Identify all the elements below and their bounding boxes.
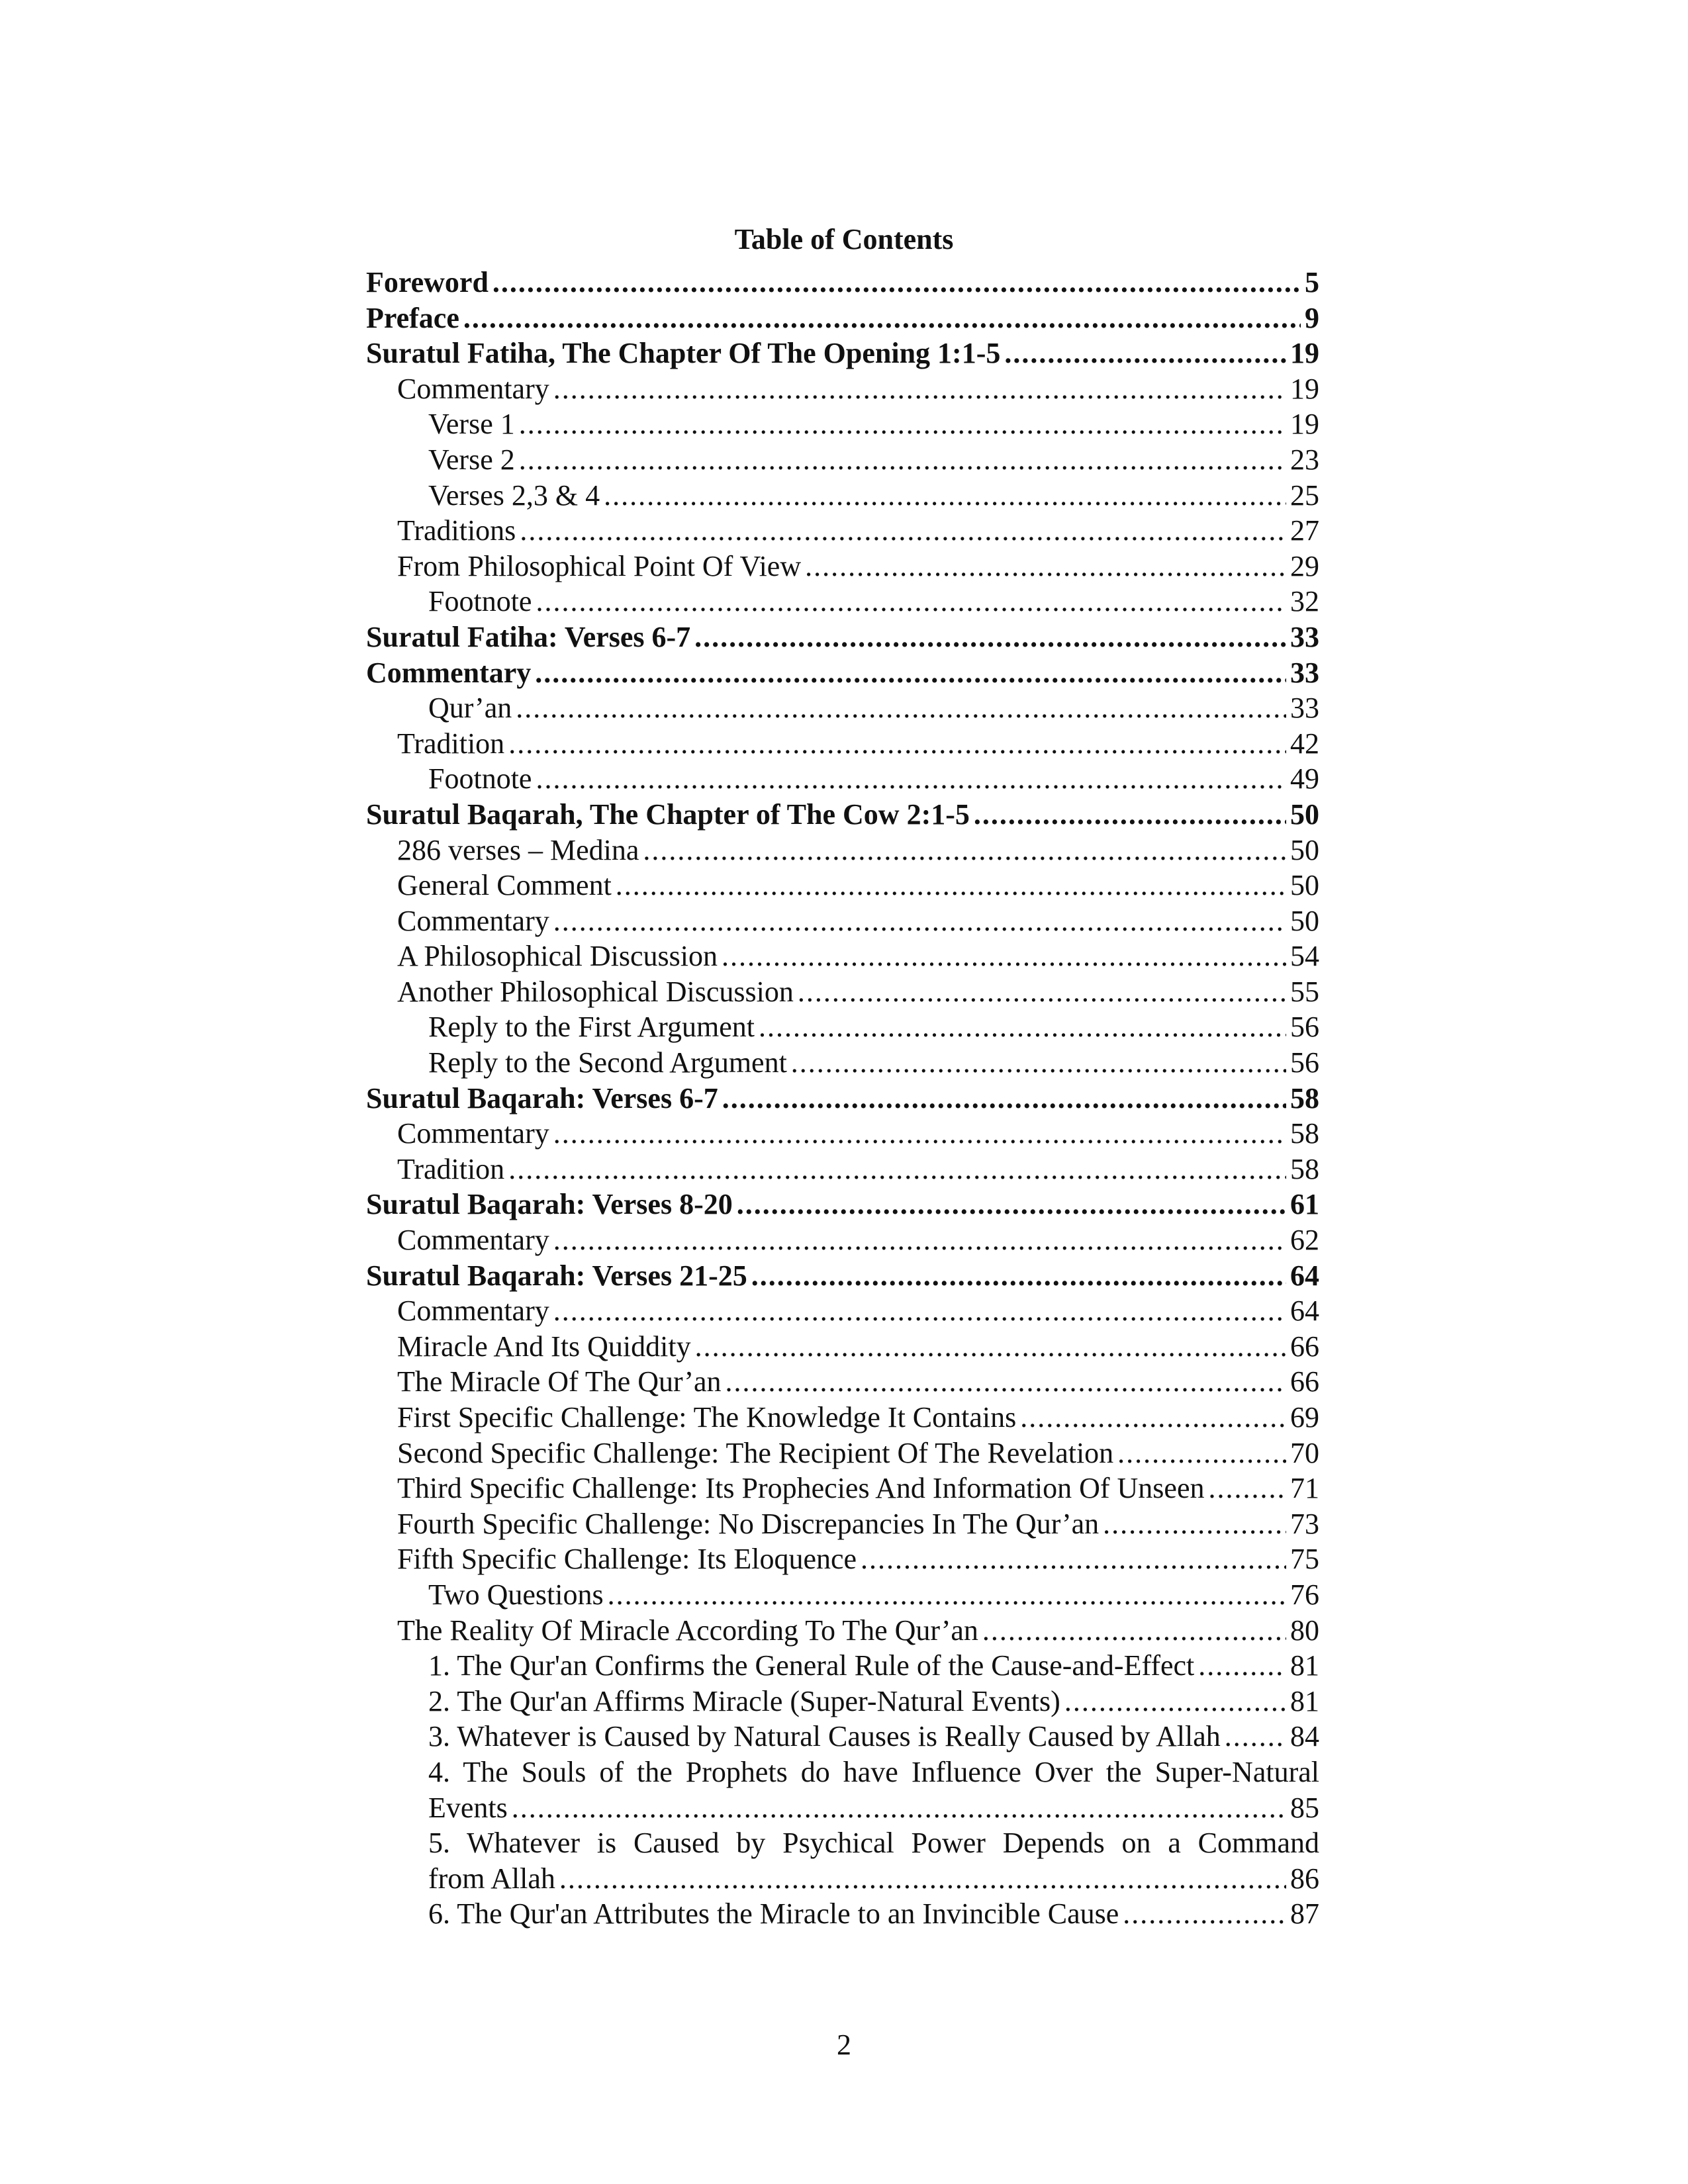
- toc-entry-title-continued: Events: [428, 1791, 508, 1824]
- toc-entry-page: 19: [1290, 408, 1319, 441]
- toc-entry-page: 32: [1290, 585, 1319, 618]
- toc-entry-title: Footnote: [428, 585, 532, 618]
- toc-entry-title: Fifth Specific Challenge: Its Eloquence: [397, 1543, 857, 1576]
- toc-entry[interactable]: [366, 336, 1319, 371]
- toc-entry-title: Reply to the First Argument: [428, 1011, 755, 1044]
- toc-entry-page: 50: [1290, 869, 1319, 902]
- toc-entry[interactable]: [366, 406, 1319, 442]
- toc-entry-page: 80: [1290, 1614, 1319, 1647]
- dot-leader: [759, 1009, 1286, 1045]
- toc-entry-page: 5: [1305, 266, 1319, 298]
- toc-entry-page: 50: [1290, 797, 1319, 831]
- toc-entry-title: Suratul Baqarah: Verses 6-7: [366, 1081, 718, 1115]
- toc-entry-title: Commentary: [397, 1224, 549, 1257]
- toc-entry-page: 84: [1290, 1720, 1319, 1753]
- toc-entry-title: Another Philosophical Discussion: [397, 975, 794, 1008]
- dot-leader: [536, 761, 1286, 797]
- dot-leader: [1123, 1896, 1286, 1932]
- dot-leader: [520, 513, 1286, 549]
- toc-entry-title: Suratul Fatiha, The Chapter Of The Opening 1:1-5: [366, 337, 1001, 370]
- toc-entry-page: 56: [1290, 1011, 1319, 1044]
- toc-entry-page: 66: [1290, 1365, 1319, 1398]
- toc-entry-title: Foreword: [366, 266, 489, 298]
- toc-entry[interactable]: [366, 1400, 1319, 1435]
- dot-leader: [553, 371, 1286, 407]
- toc-entry[interactable]: [366, 1152, 1319, 1187]
- toc-entry-title: Third Specific Challenge: Its Prophecies And Information Of Unseen: [397, 1472, 1205, 1505]
- toc-entry[interactable]: [366, 1577, 1319, 1613]
- toc-entry[interactable]: [366, 1045, 1319, 1081]
- dot-leader: [604, 478, 1286, 514]
- toc-entry-title: Two Questions: [428, 1578, 604, 1611]
- toc-entry[interactable]: [366, 1293, 1319, 1329]
- toc-entry-page: 58: [1290, 1152, 1319, 1185]
- toc-entry-title: Commentary: [366, 656, 532, 689]
- toc-entry[interactable]: [366, 833, 1319, 868]
- toc-entry-page: 81: [1290, 1649, 1319, 1682]
- toc-entry-page: 76: [1290, 1578, 1319, 1611]
- toc-entry[interactable]: [366, 1009, 1319, 1045]
- toc-entry-title: Preface: [366, 301, 459, 334]
- toc-entry[interactable]: [366, 1364, 1319, 1400]
- toc-entry[interactable]: [366, 265, 1319, 300]
- toc-entry-page: 9: [1305, 301, 1319, 334]
- dot-leader: [1103, 1506, 1286, 1542]
- dot-leader: [608, 1577, 1286, 1613]
- toc-entry-title: From Philosophical Point Of View: [397, 549, 802, 582]
- toc-entry[interactable]: [366, 1081, 1319, 1116]
- toc-entry-page: 49: [1290, 762, 1319, 796]
- toc-entry[interactable]: [366, 761, 1319, 797]
- toc-entry-page: 64: [1290, 1259, 1319, 1292]
- dot-leader: [643, 833, 1286, 868]
- toc-entry-title: Fourth Specific Challenge: No Discrepancies In The Qur’an: [397, 1507, 1100, 1540]
- toc-entry-title: Commentary: [397, 372, 549, 405]
- toc-entry[interactable]: [366, 549, 1319, 584]
- toc-entry-title: Miracle And Its Quiddity: [397, 1330, 691, 1363]
- toc-entry[interactable]: [366, 903, 1319, 939]
- toc-entry[interactable]: [366, 371, 1319, 407]
- toc-entry-title: Commentary: [397, 1117, 549, 1150]
- toc-entry-title: First Specific Challenge: The Knowledge It Contains: [397, 1401, 1017, 1433]
- toc-entry[interactable]: [366, 1684, 1319, 1719]
- toc-entry-title: Reply to the Second Argument: [428, 1046, 787, 1079]
- toc-entry[interactable]: [366, 1222, 1319, 1258]
- toc-entry[interactable]: [366, 797, 1319, 833]
- toc-entry-title: Qur’an: [428, 692, 512, 725]
- dot-leader: [616, 868, 1286, 903]
- toc-entry-page: 19: [1290, 337, 1319, 370]
- table-of-contents: [366, 265, 1319, 1932]
- dot-leader: [1004, 336, 1286, 371]
- toc-entry[interactable]: [366, 726, 1319, 762]
- toc-entry-page: 25: [1290, 478, 1319, 512]
- toc-entry-page: 33: [1290, 620, 1319, 653]
- toc-entry-page: 23: [1290, 443, 1319, 476]
- toc-entry[interactable]: [366, 1471, 1319, 1506]
- toc-entry-title: Verse 1: [428, 408, 515, 441]
- toc-entry-page: 42: [1290, 727, 1319, 760]
- toc-entry-page: 71: [1290, 1472, 1319, 1505]
- toc-entry-page: 33: [1290, 656, 1319, 689]
- toc-entry[interactable]: [366, 1506, 1319, 1542]
- dot-leader: [1020, 1400, 1286, 1435]
- dot-leader: [791, 1045, 1286, 1081]
- toc-entry-page: 56: [1290, 1046, 1319, 1079]
- toc-entry-title: Commentary: [397, 1295, 549, 1328]
- toc-entry-page: 66: [1290, 1330, 1319, 1363]
- toc-entry-title: Verses 2,3 & 4: [428, 478, 600, 512]
- toc-entry-page: 19: [1290, 372, 1319, 405]
- dot-leader: [508, 726, 1286, 762]
- toc-entry-page: 86: [1290, 1862, 1319, 1895]
- dot-leader: [516, 690, 1286, 726]
- toc-entry-title: Second Specific Challenge: The Recipient Of The Revelation: [397, 1436, 1114, 1469]
- dot-leader: [1208, 1471, 1286, 1506]
- dot-leader: [1117, 1435, 1286, 1471]
- toc-entry[interactable]: [366, 1613, 1319, 1649]
- dot-leader: [861, 1541, 1286, 1577]
- toc-entry[interactable]: [366, 584, 1319, 619]
- toc-entry-title: Tradition: [397, 727, 505, 760]
- dot-leader: [519, 406, 1286, 442]
- dot-leader: [722, 938, 1286, 974]
- toc-entry-title: The Miracle Of The Qur’an: [397, 1365, 722, 1398]
- toc-entry[interactable]: [366, 1825, 1319, 1896]
- toc-entry[interactable]: [366, 619, 1319, 655]
- toc-entry-title-continued: from Allah: [428, 1862, 555, 1895]
- toc-entry-title: Suratul Baqarah, The Chapter of The Cow 2:1-5: [366, 797, 970, 831]
- toc-entry-page: 50: [1290, 833, 1319, 866]
- toc-entry[interactable]: [366, 300, 1319, 336]
- toc-entry[interactable]: [366, 1648, 1319, 1684]
- toc-entry-page: 75: [1290, 1543, 1319, 1576]
- dot-leader: [535, 655, 1286, 691]
- toc-entry[interactable]: [366, 1719, 1319, 1754]
- toc-entry[interactable]: [366, 690, 1319, 726]
- toc-entry-page: 58: [1290, 1117, 1319, 1150]
- toc-entry-page: 54: [1290, 940, 1319, 973]
- toc-entry[interactable]: [366, 1541, 1319, 1577]
- toc-entry[interactable]: [366, 1187, 1319, 1222]
- toc-entry-page: 61: [1290, 1188, 1319, 1221]
- toc-entry-title: A Philosophical Discussion: [397, 940, 718, 973]
- toc-entry-page: 50: [1290, 904, 1319, 937]
- toc-entry[interactable]: [366, 478, 1319, 514]
- dot-leader: [553, 1116, 1286, 1152]
- dot-leader: [512, 1790, 1286, 1826]
- toc-entry-title: Commentary: [397, 904, 549, 937]
- toc-entry[interactable]: [366, 1435, 1319, 1471]
- dot-leader: [559, 1861, 1286, 1897]
- dot-leader: [737, 1187, 1286, 1222]
- toc-entry-page: 62: [1290, 1224, 1319, 1257]
- toc-entry-title: The Reality Of Miracle According To The Qur’an: [397, 1614, 978, 1647]
- toc-entry[interactable]: [366, 1896, 1319, 1932]
- dot-leader: [519, 442, 1286, 478]
- toc-entry-title: 3. Whatever is Caused by Natural Causes is Really Caused by Allah: [428, 1720, 1221, 1753]
- toc-entry-title: Tradition: [397, 1152, 505, 1185]
- toc-entry-title: Suratul Baqarah: Verses 21-25: [366, 1259, 747, 1292]
- toc-entry-page: 70: [1290, 1436, 1319, 1469]
- dot-leader: [982, 1613, 1286, 1649]
- toc-entry-page: 73: [1290, 1507, 1319, 1540]
- toc-entry[interactable]: [366, 442, 1319, 478]
- toc-entry[interactable]: [366, 1116, 1319, 1152]
- dot-leader: [751, 1258, 1286, 1294]
- toc-entry-page: 29: [1290, 549, 1319, 582]
- toc-entry[interactable]: [366, 1258, 1319, 1294]
- dot-leader: [1225, 1719, 1286, 1754]
- toc-entry[interactable]: [366, 513, 1319, 549]
- toc-entry-page: 55: [1290, 975, 1319, 1008]
- toc-entry[interactable]: [366, 938, 1319, 974]
- dot-leader: [722, 1081, 1286, 1116]
- toc-entry-page: 64: [1290, 1295, 1319, 1328]
- toc-entry-page: 69: [1290, 1401, 1319, 1433]
- toc-entry-title: 2. The Qur'an Affirms Miracle (Super-Natural Events): [428, 1684, 1060, 1717]
- toc-entry[interactable]: [366, 974, 1319, 1010]
- toc-entry-title: Verse 2: [428, 443, 515, 476]
- toc-entry-page: 27: [1290, 514, 1319, 547]
- toc-entry-title: 5. Whatever is Caused by Psychical Power Depends on a Command: [428, 1827, 1319, 1860]
- dot-leader: [1198, 1648, 1286, 1684]
- toc-entry-title: Suratul Fatiha: Verses 6-7: [366, 620, 691, 653]
- dot-leader: [553, 903, 1286, 939]
- toc-entry[interactable]: [366, 655, 1319, 691]
- dot-leader: [726, 1364, 1287, 1400]
- toc-entry-page: 87: [1290, 1897, 1319, 1931]
- toc-entry[interactable]: [366, 1329, 1319, 1365]
- dot-leader: [695, 1329, 1286, 1365]
- toc-entry-title: Traditions: [397, 514, 516, 547]
- dot-leader: [1064, 1684, 1286, 1719]
- toc-entry-page: 33: [1290, 692, 1319, 725]
- dot-leader: [536, 584, 1286, 619]
- page-title: Table of Contents: [734, 223, 954, 255]
- toc-entry-title: Suratul Baqarah: Verses 8-20: [366, 1188, 733, 1221]
- toc-entry-title: 4. The Souls of the Prophets do have Influence Over the Super-Natural: [428, 1755, 1319, 1788]
- dot-leader: [463, 300, 1301, 336]
- toc-entry[interactable]: [366, 868, 1319, 903]
- dot-leader: [492, 265, 1301, 300]
- toc-entry-title: General Comment: [397, 869, 612, 902]
- page-number: 2: [837, 2028, 851, 2061]
- dot-leader: [553, 1222, 1286, 1258]
- dot-leader: [805, 549, 1286, 584]
- dot-leader: [974, 797, 1286, 833]
- toc-entry-title: 6. The Qur'an Attributes the Miracle to an Invincible Cause: [428, 1897, 1119, 1931]
- toc-entry-page: 85: [1290, 1791, 1319, 1824]
- toc-entry-title: 286 verses – Medina: [397, 833, 639, 866]
- toc-entry-title: 1. The Qur'an Confirms the General Rule of the Cause-and-Effect: [428, 1649, 1195, 1682]
- dot-leader: [798, 974, 1286, 1010]
- toc-entry-title: Footnote: [428, 762, 532, 796]
- dot-leader: [553, 1293, 1286, 1329]
- toc-entry-page: 58: [1290, 1081, 1319, 1115]
- toc-entry-page: 81: [1290, 1684, 1319, 1717]
- dot-leader: [508, 1152, 1286, 1187]
- dot-leader: [694, 619, 1286, 655]
- toc-entry[interactable]: [366, 1754, 1319, 1825]
